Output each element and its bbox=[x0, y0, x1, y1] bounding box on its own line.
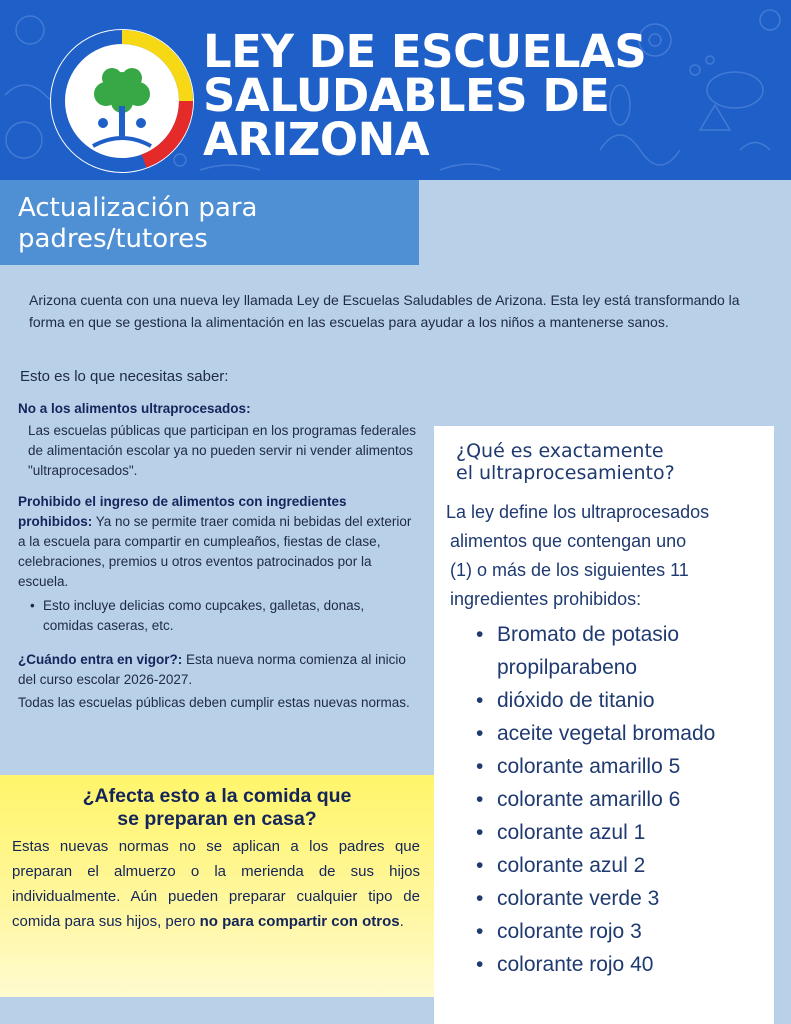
panel-intro-line-3: (1) o más de los siguientes 11 bbox=[450, 560, 689, 580]
list-item: • colorante azul 1 bbox=[474, 816, 774, 849]
home-food-heading-line-2: se preparan en casa? bbox=[117, 808, 317, 830]
panel-heading-line-2: el ultraprocesamiento? bbox=[456, 462, 675, 484]
home-food-heading-line-1: ¿Afecta esto a la comida que bbox=[82, 785, 352, 807]
subtitle-line-2: padres/tutores bbox=[18, 224, 208, 254]
panel-intro-line-2: alimentos que contengan uno bbox=[450, 531, 687, 551]
header-banner bbox=[0, 0, 791, 180]
panel-heading-line-1: ¿Qué es exactamente bbox=[456, 440, 664, 462]
list-item: • colorante rojo 3 bbox=[474, 915, 774, 948]
panel-intro-line-1: La ley define los ultraprocesados bbox=[446, 502, 710, 522]
list-item: • colorante amarillo 6 bbox=[474, 783, 774, 816]
ultraprocessed-heading: No a los alimentos ultraprocesados: bbox=[18, 401, 251, 416]
compliance-note: Todas las escuelas públicas deben cumplir estas nuevas normas. bbox=[18, 695, 410, 710]
prohibited-ingredients-heading: Prohibido el ingreso de alimentos con ingredientes prohibidos: bbox=[18, 494, 347, 529]
prohibited-bullet-list bbox=[30, 596, 410, 636]
list-item-continuation: propilparabeno bbox=[497, 656, 638, 679]
home-food-heading bbox=[0, 785, 434, 831]
list-item: • Esto incluye delicias como cupcakes, galletas, donas, comidas caseras, etc. bbox=[30, 596, 410, 636]
home-food-body-bold: no para compartir con otros bbox=[199, 913, 400, 930]
ingredient-list bbox=[474, 618, 774, 981]
home-food-body bbox=[12, 834, 420, 934]
list-item: • Bromato de potasio bbox=[474, 618, 774, 651]
panel-intro bbox=[446, 498, 766, 614]
panel-heading bbox=[456, 440, 766, 484]
prohibited-ingredients-paragraph bbox=[18, 492, 418, 592]
prohibited-ingredients-body: Ya no se permite traer comida ni bebidas del exterior a la escuela para compartir en cumpleaños, fiestas de clase, celebraciones, premios u otros eventos patrocinados por la escuela. bbox=[18, 514, 412, 589]
subtitle-line-1: Actualización para bbox=[18, 193, 258, 223]
panel-intro-line-4: ingredientes prohibidos: bbox=[450, 589, 642, 609]
effective-date-body: Esta nueva norma comienza al inicio del curso escolar 2026-2027. bbox=[18, 652, 406, 687]
list-item: • dióxido de titanio bbox=[474, 684, 774, 717]
effective-date-heading: ¿Cuándo entra en vigor?: bbox=[18, 652, 183, 667]
title-line-1: LEY DE ESCUELAS bbox=[203, 25, 647, 78]
know-heading: Esto es lo que necesitas saber: bbox=[20, 368, 229, 385]
ultraprocessed-body: Las escuelas públicas que participan en los programas federales de alimentación escolar ya no pueden servir ni vender alimentos "ultraprocesados". bbox=[28, 423, 416, 478]
effective-date-paragraph bbox=[18, 650, 418, 690]
title-line-3: ARIZONA bbox=[203, 113, 430, 166]
home-food-body-end: . bbox=[399, 913, 404, 930]
home-food-body-text: Estas nuevas normas no se aplican a los padres que preparan el almuerzo o la merienda de sus hijos individualmente. Aún pueden preparar cualquier tipo de comida para sus hijos, pero bbox=[12, 838, 420, 930]
list-item: • colorante rojo 40 bbox=[474, 948, 774, 981]
list-item: • colorante azul 2 bbox=[474, 849, 774, 882]
intro-paragraph: Arizona cuenta con una nueva ley llamada Ley de Escuelas Saludables de Arizona. Esta ley está transformando la forma en que se gestiona la alimentación en las escuelas para ayudar a los niños a mantenerse sanos. bbox=[29, 292, 740, 330]
list-item: • colorante amarillo 5 bbox=[474, 750, 774, 783]
district-logo bbox=[49, 28, 195, 174]
title-line-2: SALUDABLES DE bbox=[203, 69, 610, 122]
subtitle bbox=[18, 193, 418, 255]
list-item: • colorante verde 3 bbox=[474, 882, 774, 915]
list-item: • aceite vegetal bromado bbox=[474, 717, 774, 750]
main-title bbox=[203, 25, 783, 166]
